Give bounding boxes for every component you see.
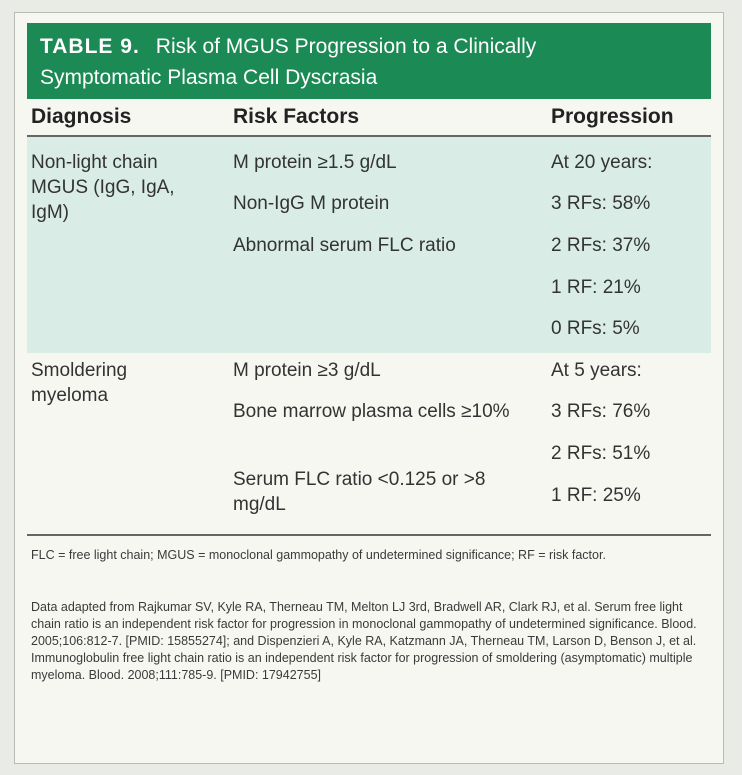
group-2-progression: 3 RFs: 76%	[551, 401, 651, 422]
table-title-line-1: Risk of MGUS Progression to a Clinically	[155, 35, 537, 58]
header-diagnosis: Diagnosis	[31, 105, 132, 128]
header-progression: Progression	[551, 105, 674, 128]
table-title	[27, 23, 711, 99]
group-2-progression: At 5 years:	[551, 360, 642, 381]
group-1-progression: 0 RFs: 5%	[551, 318, 640, 339]
group-1-risk-factor: Non-IgG M protein	[233, 193, 390, 214]
table-header-row	[27, 99, 711, 137]
group-2-progression: 2 RFs: 51%	[551, 443, 651, 464]
group-2-progression: 1 RF: 25%	[551, 485, 641, 506]
group-1-progression: At 20 years:	[551, 152, 653, 173]
group-1-progression: 2 RFs: 37%	[551, 235, 651, 256]
footnote-source: Data adapted from Rajkumar SV, Kyle RA, Therneau TM, Melton LJ 3rd, Bradwell AR, Clark RJ, et al. Serum free light chain ratio is an independent risk factor for progression in monoclonal gammopathy of undetermined significance. Blood. 2005;106:812-7. [PMID: 15855274]; and Dispenzieri A, Kyle RA, Katzmann JA, Therneau TM, Larson D, Benson J, et al. Immunoglobulin free light chain ratio is an independent risk factor for progression of smoldering (asymptomatic) multiple myeloma. Blood. 2008;111:785-9. [PMID: 17942755]	[31, 600, 697, 682]
table-title-line-2: Symptomatic Plasma Cell Dyscrasia	[40, 66, 378, 89]
group-1-progression: 3 RFs: 58%	[551, 193, 651, 214]
group-1-risk-factor: Abnormal serum FLC ratio	[233, 235, 456, 256]
group-2-risk-factor: Serum FLC ratio <0.125 or >8 mg/dL	[233, 469, 486, 515]
table-bottom-rule	[27, 534, 711, 536]
group-1-risk-factor: M protein ≥1.5 g/dL	[233, 152, 397, 173]
group-1-progression: 1 RF: 21%	[551, 277, 641, 298]
group-2-risk-factor: Bone marrow plasma cells ≥10%	[233, 401, 510, 422]
table-card	[14, 12, 724, 764]
footnote-abbreviations: FLC = free light chain; MGUS = monoclonal gammopathy of undetermined significance; RF = risk factor.	[31, 548, 606, 562]
group-2-diagnosis: Smoldering myeloma	[31, 360, 128, 406]
group-1-diagnosis: Non-light chain MGUS (IgG, IgA, IgM)	[31, 152, 175, 223]
header-risk-factors: Risk Factors	[233, 105, 360, 128]
group-2-risk-factor: M protein ≥3 g/dL	[233, 360, 381, 381]
table-label: TABLE 9.	[40, 35, 140, 58]
